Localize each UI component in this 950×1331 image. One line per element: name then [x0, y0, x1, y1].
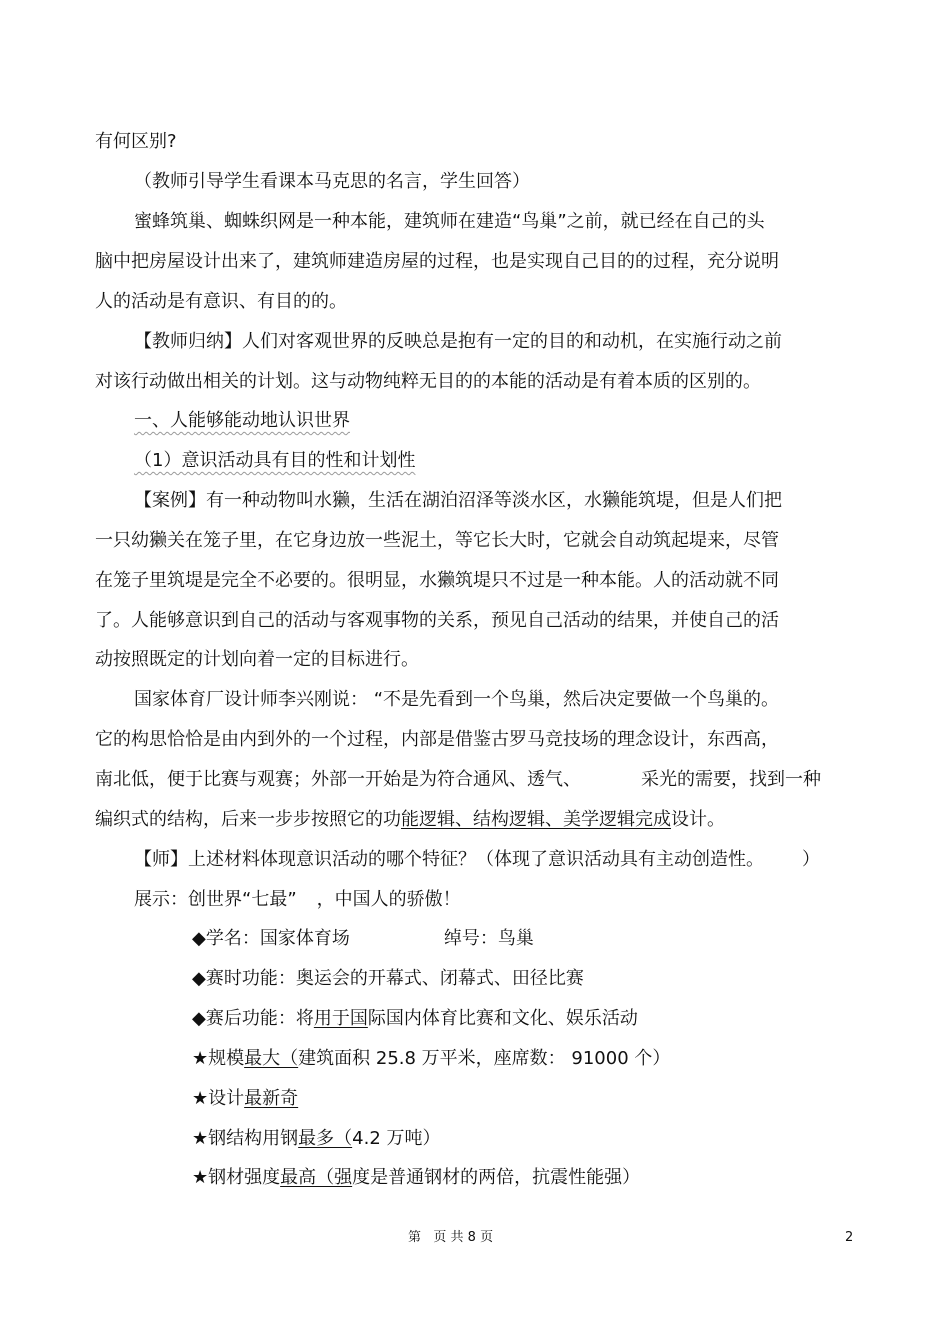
text-segment: 展示：创世界“七最” [134, 889, 297, 910]
text-line [134, 888, 461, 912]
page-number: 2 [845, 1230, 854, 1245]
text-segment: ，中国人的骄傲！ [316, 889, 461, 910]
text-line: 蜜蜂筑巢、蜘蛛织网是一种本能，建筑师在建造“鸟巢”之前，就已经在自己的头 [134, 211, 765, 232]
subsection-heading-text: （1）意识活动具有目的性和计划性 [134, 450, 416, 471]
text-segment: 【师】上述材料体现意识活动的哪个特征？（体现了意识活动具有主动创造性。 [134, 849, 764, 870]
text-segment: ★设计 [192, 1088, 245, 1109]
underlined-text: 最大（ [244, 1048, 299, 1069]
text-segment: 编织式的结构，后来一步步按照它的功 [95, 809, 401, 830]
list-item [192, 1007, 638, 1031]
list-item [192, 1087, 298, 1111]
text-segment: 度是普通钢材的两倍，抗震性能强） [352, 1167, 641, 1188]
text-segment: 设计。 [671, 809, 725, 830]
text-line: 【案例】有一种动物叫水獭，生活在湖泊沼泽等淡水区，水獭能筑堤，但是人们把 [134, 490, 782, 511]
text-segment: 际国内体育比赛和文化、娱乐活动 [367, 1008, 638, 1029]
list-item: ◆赛时功能：奥运会的开幕式、闭幕式、田径比赛 [192, 968, 584, 989]
underlined-text: 最高（强 [280, 1167, 353, 1188]
underlined-text: 能逻辑、结构逻辑、美学逻辑完成 [401, 809, 671, 830]
text-segment: 建筑面积 25.8 万平米，座席数： 91000 个） [298, 1048, 671, 1069]
text-line: 人的活动是有意识、有目的的。 [95, 291, 347, 312]
text-line [95, 808, 725, 832]
subsection-heading [134, 449, 435, 473]
text-line: 【教师归纳】人们对客观世界的反映总是抱有一定的目的和动机，在实施行动之前 [134, 331, 782, 352]
text-segment: 南北低，便于比赛与观赛；外部一开始是为符合通风、透气、 [95, 769, 581, 790]
text-line [134, 848, 820, 872]
text-line [95, 768, 821, 792]
text-segment: ★规模 [192, 1048, 245, 1069]
list-item [192, 927, 534, 951]
text-segment: ◆赛后功能：将 [192, 1008, 314, 1029]
list-item [192, 1166, 640, 1190]
text-line: 在笼子里筑堤是完全不必要的。很明显，水獭筑堤只不过是一种本能。人的活动就不同 [95, 570, 779, 591]
text-segment: ★钢结构用钢 [192, 1128, 299, 1149]
list-item [192, 1047, 670, 1071]
text-line: （教师引导学生看课本马克思的名言，学生回答） [134, 171, 530, 192]
underlined-text: 用于国 [313, 1008, 368, 1029]
underlined-text: 最多（ [298, 1128, 353, 1149]
page-footer-label: 第 页 共 8 页 [408, 1230, 494, 1245]
text-segment: ◆学名：国家体育场 [192, 928, 350, 949]
text-line: 它的构思恰恰是由内到外的一个过程，内部是借鉴古罗马竞技场的理念设计，东西高， [95, 729, 779, 750]
text-segment: 绰号：鸟巢 [443, 928, 534, 949]
text-line: 对该行动做出相关的计划。这与动物纯粹无目的的本能的活动是有着本质的区别的。 [95, 371, 761, 392]
text-segment: 采光的需要，找到一种 [641, 769, 821, 790]
underlined-text: 最新奇 [244, 1088, 299, 1109]
text-line: 了。人能够意识到自己的活动与客观事物的关系，预见自己活动的结果，并使自己的活 [95, 610, 779, 631]
text-segment: ） [802, 849, 820, 870]
list-item [192, 1127, 441, 1151]
text-line: 有何区别? [95, 131, 177, 152]
text-line: 国家体育厂设计师李兴刚说： “不是先看到一个鸟巢，然后决定要做一个鸟巢的。 [134, 689, 780, 710]
section-heading: 一、人能够能动地认识世界 [134, 410, 350, 431]
text-segment: ★钢材强度 [192, 1167, 281, 1188]
text-segment: 4.2 万吨） [352, 1128, 441, 1149]
text-line: 脑中把房屋设计出来了，建筑师建造房屋的过程，也是实现自己目的的过程，充分说明 [95, 251, 779, 272]
text-line: 动按照既定的计划向着一定的目标进行。 [95, 649, 419, 670]
text-line: 一只幼獭关在笼子里，在它身边放一些泥土，等它长大时，它就会自动筑起堤来，尽管 [95, 530, 779, 551]
